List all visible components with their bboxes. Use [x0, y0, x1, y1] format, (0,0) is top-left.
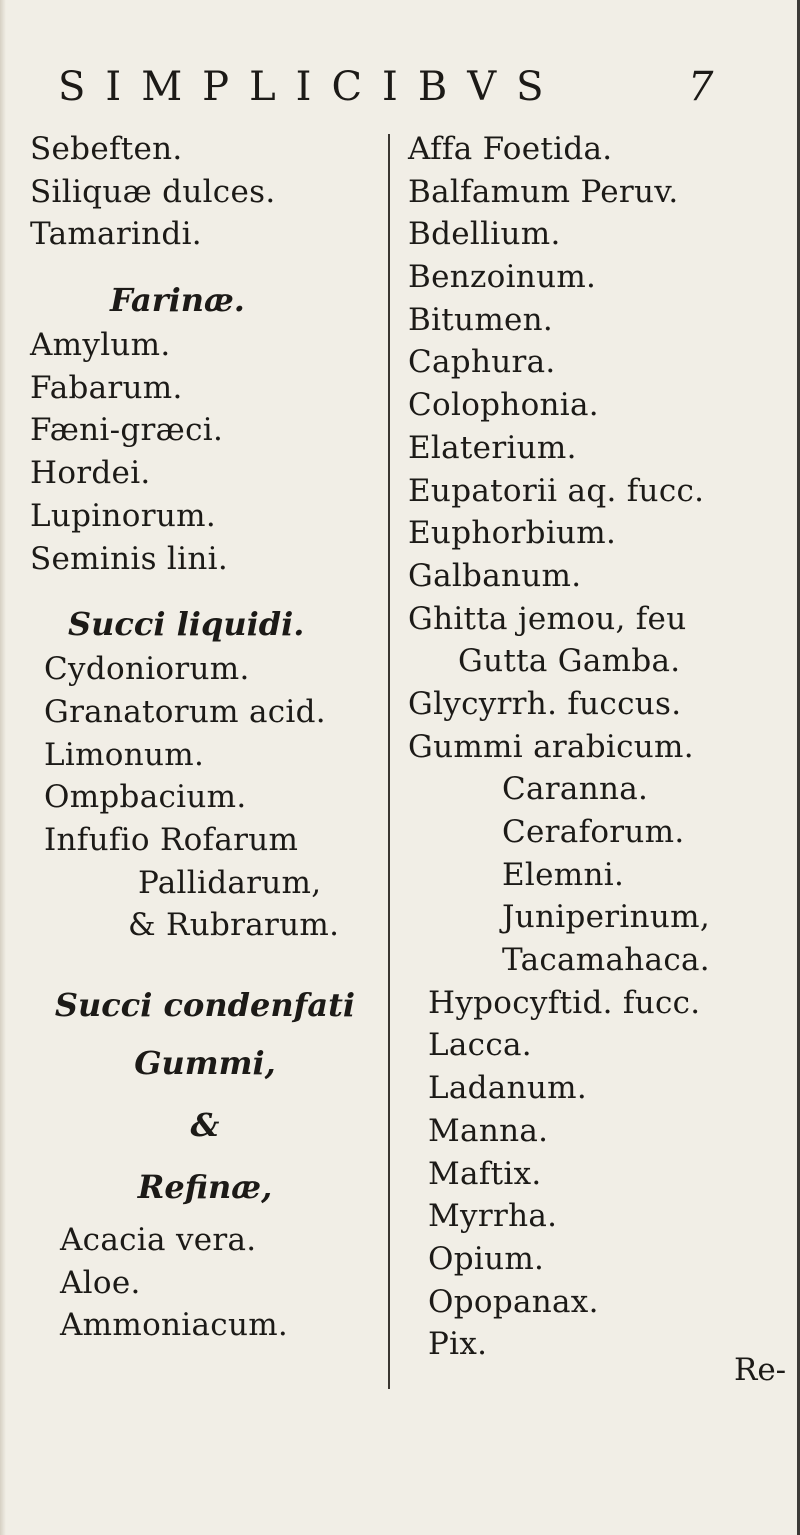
list-item: Seminis lini. [30, 540, 228, 577]
page-gutter-shadow [0, 0, 6, 1535]
list-item: Fabarum. [30, 369, 183, 406]
list-item: Benzoinum. [408, 259, 597, 296]
list-item: Galbanum. [408, 557, 582, 594]
list-item: Ompbacium. [44, 779, 247, 816]
section-heading-succi-condensati: Succi condenfati [54, 986, 356, 1024]
list-item: Acacia vera. [60, 1222, 257, 1258]
list-item: Tamarindi. [30, 216, 202, 253]
list-item: Fæni-græci. [30, 412, 224, 449]
list-item: Bitumen. [408, 301, 554, 338]
list-item: Amylum. [30, 327, 171, 364]
list-item: & Rubrarum. [128, 907, 340, 944]
list-item: Euphorbium. [408, 515, 617, 552]
list-item: Caphura. [408, 344, 556, 381]
right-column [402, 128, 792, 1366]
list-item: Infufio Rofarum [44, 821, 299, 858]
list-item: Hordei. [30, 455, 151, 492]
list-item: Colophonia. [408, 387, 599, 424]
list-item: Caranna. [502, 771, 649, 808]
list-item: Siliquæ dulces. [30, 173, 276, 210]
list-item: Ceraforum. [502, 814, 685, 850]
list-item: Pix. [428, 1326, 488, 1363]
list-item: Granatorum acid. [44, 693, 326, 730]
section-heading-ampersand: & [190, 1106, 220, 1144]
list-item: Elaterium. [408, 429, 577, 466]
list-item: Tacamahaca. [502, 942, 710, 979]
running-title: SIMPLICIBVS [58, 64, 564, 110]
list-item: Balfamum Peruv. [408, 173, 679, 210]
section-heading-succi-liquidi: Succi liquidi. [68, 605, 305, 644]
column-divider [388, 134, 390, 1389]
list-item: Eupatorii aq. fucc. [408, 472, 705, 509]
list-item: Aloe. [60, 1264, 141, 1301]
page-number: 7 [688, 64, 714, 110]
list-item: Ghitta jemou, feu [408, 600, 687, 637]
left-column [30, 128, 380, 1347]
list-item: Glycyrrh. fuccus. [408, 685, 682, 722]
list-item: Gutta Gamba. [458, 643, 681, 680]
list-item: Lupinorum. [30, 497, 216, 534]
list-item: Opopanax. [428, 1283, 599, 1320]
list-item: Maftix. [428, 1155, 542, 1192]
list-item: Pallidarum, [138, 864, 322, 901]
list-item: Limonum. [44, 736, 205, 773]
list-item: Affa Foetida. [408, 131, 613, 167]
list-item: Bdellium. [408, 216, 561, 253]
list-item: Juniperinum, [502, 899, 710, 936]
list-item: Sebeften. [30, 131, 183, 167]
list-item: Gummi arabicum. [408, 728, 694, 765]
list-item: Ladanum. [428, 1070, 587, 1107]
list-item: Hypocyftid. fucc. [428, 984, 701, 1021]
list-item: Ammoniacum. [60, 1307, 289, 1344]
list-item: Lacca. [428, 1027, 532, 1064]
catchword: Re- [734, 1352, 787, 1388]
list-item: Myrrha. [428, 1198, 558, 1235]
section-heading-farinae: Farinæ. [110, 281, 245, 320]
list-item: Elemni. [502, 856, 625, 893]
list-item: Opium. [428, 1240, 545, 1277]
list-item: Cydoniorum. [44, 651, 250, 688]
section-heading-gummi: Gummi, [134, 1044, 276, 1082]
section-heading-resinae: Refinæ, [137, 1168, 273, 1206]
list-item: Manna. [428, 1112, 549, 1149]
